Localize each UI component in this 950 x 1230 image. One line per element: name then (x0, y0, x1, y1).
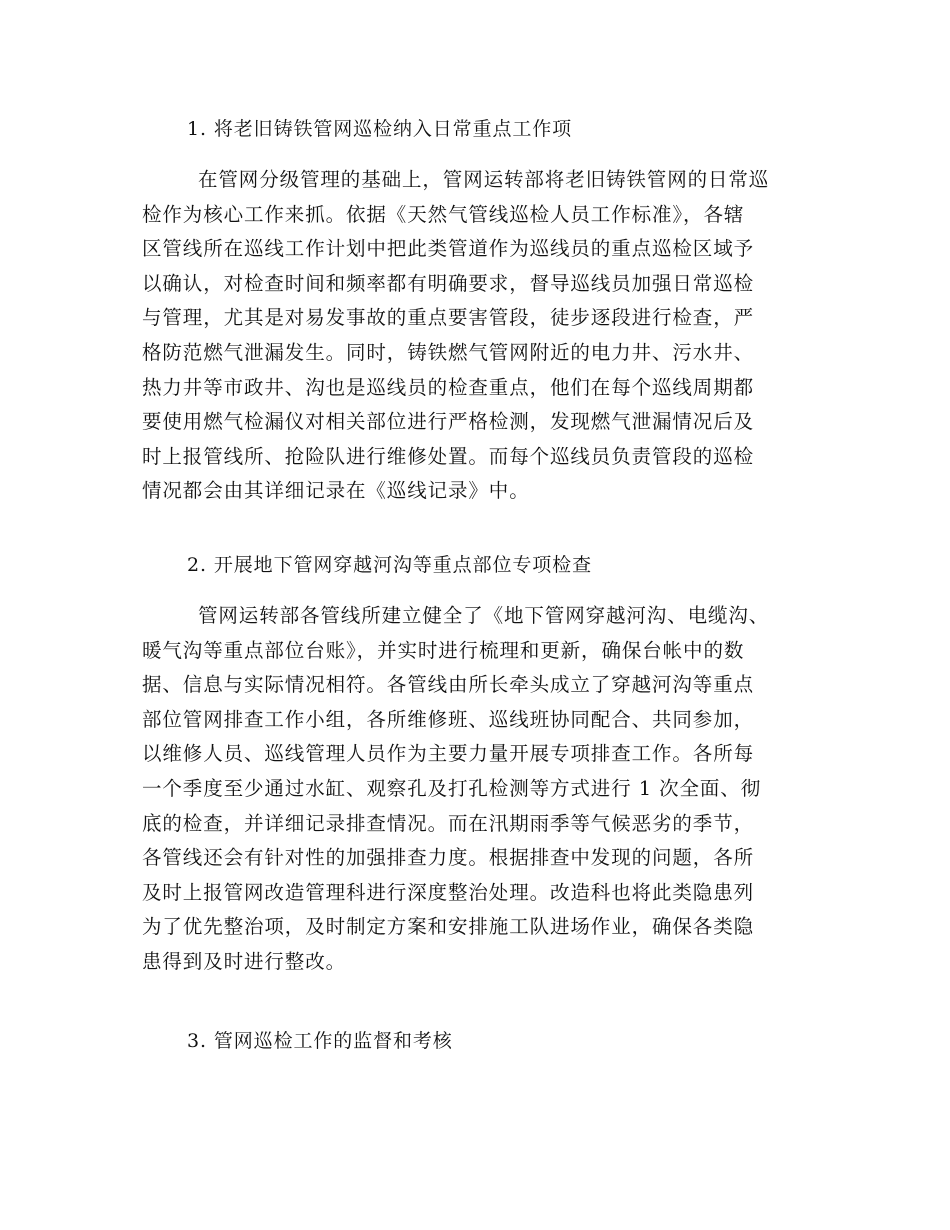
section-1-heading: 1. 将老旧铸铁管网巡检纳入日常重点工作项 (187, 118, 573, 140)
section-2-paragraph (142, 599, 802, 980)
paragraph-line: 检作为核心工作来抓。依据《天然气管线巡检人员工作标准》，各辖 (142, 202, 745, 226)
paragraph-line: 底的检查，并详细记录排查情况。而在汛期雨季等气候恶劣的季节， (142, 811, 755, 835)
paragraph-line: 部位管网排查工作小组，各所维修班、巡线班协同配合、共同参加， (142, 707, 755, 731)
paragraph-line: 一个季度至少通过水缸、观察孔及打孔检测等方式进行 1 次全面、彻 (142, 776, 762, 800)
paragraph-line: 暖气沟等重点部位台账》，并实时进行梳理和更新，确保台帐中的数 (142, 638, 745, 662)
paragraph-line: 热力井等市政井、沟也是巡线员的检查重点，他们在每个巡线周期都 (142, 375, 755, 399)
paragraph-line: 区管线所在巡线工作计划中把此类管道作为巡线员的重点巡检区域予 (142, 237, 755, 261)
paragraph-line: 与管理，尤其是对易发事故的重点要害管段，徒步逐段进行检查，严 (142, 306, 755, 330)
paragraph-line: 及时上报管网改造管理科进行深度整治处理。改造科也将此类隐患列 (142, 880, 755, 904)
paragraph-line: 据、信息与实际情况相符。各管线由所长牵头成立了穿越河沟等重点 (142, 673, 755, 697)
paragraph-line: 要使用燃气检漏仪对相关部位进行严格检测，发现燃气泄漏情况后及 (142, 410, 755, 434)
paragraph-line: 以确认，对检查时间和频率都有明确要求，督导巡线员加强日常巡检 (142, 271, 755, 295)
section-3-heading: 3. 管网巡检工作的监督和考核 (187, 1030, 453, 1052)
paragraph-line: 情况都会由其详细记录在《巡线记录》中。 (142, 479, 530, 503)
paragraph-line: 格防范燃气泄漏发生。同时，铸铁燃气管网附近的电力井、污水井、 (142, 340, 755, 364)
paragraph-line: 各管线还会有针对性的加强排查力度。根据排查中发现的问题，各所 (142, 846, 755, 870)
paragraph-line: 时上报管线所、抢险队进行维修处置。而每个巡线员负责管段的巡检 (142, 444, 755, 468)
paragraph-line: 在管网分级管理的基础上，管网运转部将老旧铸铁管网的日常巡 (198, 168, 770, 191)
section-1-paragraph (142, 163, 802, 509)
paragraph-line: 以维修人员、巡线管理人员作为主要力量开展专项排查工作。各所每 (142, 742, 755, 766)
paragraph-line: 管网运转部各管线所建立健全了《地下管网穿越河沟、电缆沟、 (198, 604, 770, 627)
paragraph-line: 为了优先整治项，及时制定方案和安排施工队进场作业，确保各类隐 (142, 915, 755, 939)
paragraph-line: 患得到及时进行整改。 (142, 949, 347, 973)
section-2-heading: 2. 开展地下管网穿越河沟等重点部位专项检查 (187, 554, 592, 576)
